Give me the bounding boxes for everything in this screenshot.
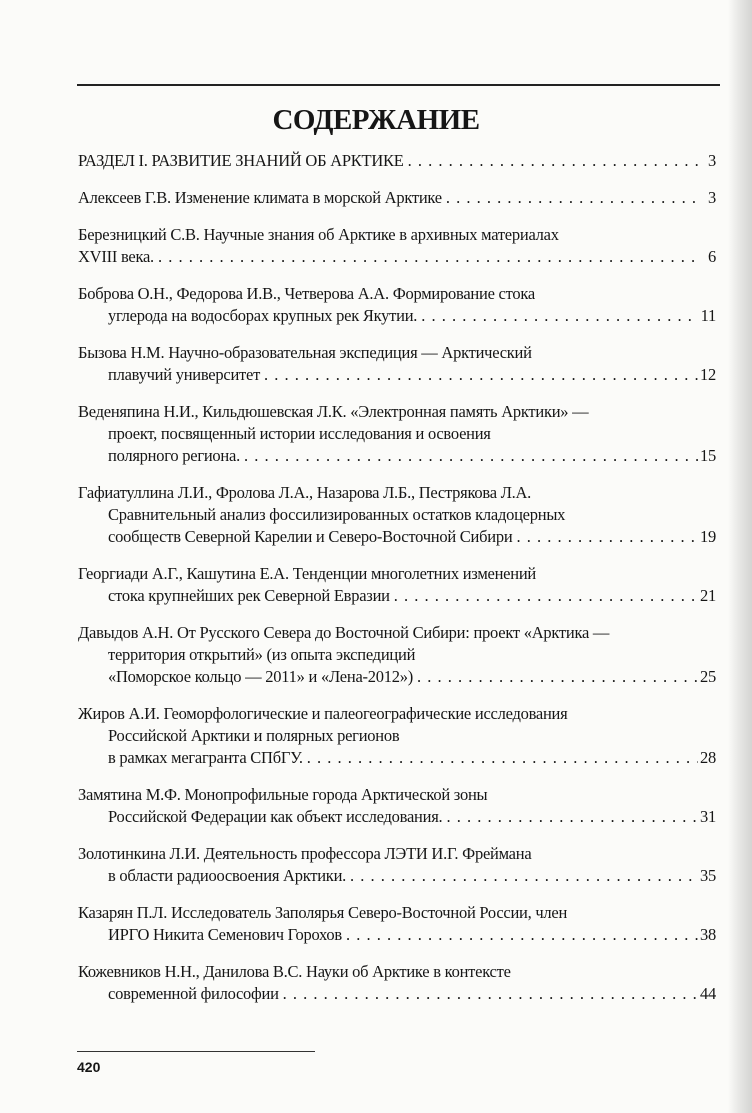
toc-entry <box>78 187 716 209</box>
toc-entry <box>78 342 716 386</box>
dot-leader <box>417 305 698 327</box>
toc-entry-text: стока крупнейших рек Северной Евразии <box>108 586 390 605</box>
toc-line <box>78 961 716 983</box>
toc-line <box>78 806 716 828</box>
toc-line <box>78 747 716 769</box>
toc-entry-text: Давыдов А.Н. От Русского Севера до Восточной Сибири: проект «Арктика — <box>78 623 610 642</box>
dot-leader <box>512 526 698 548</box>
toc-line <box>78 843 716 865</box>
toc-entry-text: Замятина М.Ф. Монопрофильные города Арктической зоны <box>78 785 488 804</box>
toc-page-number: 12 <box>700 365 716 384</box>
toc-entry-text: Российской Арктики и полярных регионов <box>108 726 400 745</box>
toc-page-number: 44 <box>700 984 716 1003</box>
toc-page-number: 25 <box>700 667 716 686</box>
dot-leader <box>442 187 698 209</box>
toc-entry <box>78 784 716 828</box>
toc-line <box>78 644 716 666</box>
toc-line <box>78 622 716 644</box>
toc-entry <box>78 843 716 887</box>
toc-entry <box>78 283 716 327</box>
toc-entry-text: в рамках мегагранта СПбГУ. <box>108 748 303 767</box>
toc-entry-text: Березницкий С.В. Научные знания об Арктике в архивных материалах <box>78 225 559 244</box>
toc-line <box>78 283 716 305</box>
page-number: 420 <box>77 1059 101 1075</box>
toc-page-number: 38 <box>700 925 716 944</box>
toc-line <box>78 364 716 386</box>
dot-leader <box>154 246 698 268</box>
toc-entry <box>78 961 716 1005</box>
toc-line <box>78 504 716 526</box>
toc-line <box>78 784 716 806</box>
dot-leader <box>390 585 698 607</box>
toc-line <box>78 725 716 747</box>
header-rule <box>77 84 720 86</box>
toc-entry-text: полярного региона. <box>108 446 240 465</box>
toc-line <box>78 983 716 1005</box>
toc-line <box>78 585 716 607</box>
toc-entry-text: «Поморское кольцо — 2011» и «Лена-2012») <box>108 667 414 686</box>
toc-page-number: 6 <box>708 247 716 266</box>
toc-line <box>78 703 716 725</box>
footer-rule <box>77 1051 315 1052</box>
toc-page-number: 19 <box>700 527 716 546</box>
toc-line <box>78 865 716 887</box>
toc-line <box>78 187 716 209</box>
toc-entry-text: XVIII века. <box>78 247 154 266</box>
toc-entry-text: Золотинкина Л.И. Деятельность профессора ЛЭТИ И.Г. Фреймана <box>78 844 532 863</box>
dot-leader <box>404 150 698 172</box>
toc-entry <box>78 902 716 946</box>
toc-line <box>78 246 716 268</box>
toc-entry-text: Георгиади А.Г., Кашутина Е.А. Тенденции многолетних изменений <box>78 564 536 583</box>
dot-leader <box>279 983 698 1005</box>
toc-line <box>78 902 716 924</box>
toc-entry-text: Казарян П.Л. Исследователь Заполярья Северо-Восточной России, член <box>78 903 568 922</box>
toc-line <box>78 150 716 172</box>
dot-leader <box>303 747 698 769</box>
toc-entry-text: проект, посвященный истории исследования и освоения <box>108 424 491 443</box>
dot-leader <box>342 924 698 946</box>
toc-line <box>78 482 716 504</box>
toc-page-number: 28 <box>700 748 716 767</box>
toc-page-number: 21 <box>700 586 716 605</box>
toc-entry-text: Алексеев Г.В. Изменение климата в морской Арктике <box>78 188 442 207</box>
toc-entry-text: Жиров А.И. Геоморфологические и палеогеографические исследования <box>78 704 568 723</box>
toc-entry-text: Российской Федерации как объект исследования. <box>108 807 443 826</box>
toc-entry-text: сообществ Северной Карелии и Северо-Восточной Сибири <box>108 527 513 546</box>
toc-entry-text: Боброва О.Н., Федорова И.В., Четверова А.А. Формирование стока <box>78 284 535 303</box>
toc-line <box>78 445 716 467</box>
toc-entry-text: Сравнительный анализ фоссилизированных остатков кладоцерных <box>108 505 566 524</box>
toc-entry-text: Бызова Н.М. Научно-образовательная экспедиция — Арктический <box>78 343 532 362</box>
toc-entry <box>78 482 716 548</box>
table-of-contents <box>78 150 716 1020</box>
dot-leader <box>346 865 698 887</box>
toc-entry-text: Веденяпина Н.И., Кильдюшевская Л.К. «Электронная память Арктики» — <box>78 402 589 421</box>
toc-line <box>78 423 716 445</box>
toc-entry <box>78 703 716 769</box>
toc-entry <box>78 622 716 688</box>
toc-line <box>78 342 716 364</box>
toc-page-number: 3 <box>708 151 716 170</box>
toc-line <box>78 224 716 246</box>
toc-page-number: 15 <box>700 446 716 465</box>
toc-entry-text: РАЗДЕЛ I. РАЗВИТИЕ ЗНАНИЙ ОБ АРКТИКЕ <box>78 151 404 170</box>
toc-entry-text: современной философии <box>108 984 279 1003</box>
toc-entry-text: углерода на водосборах крупных рек Якутии. <box>108 306 418 325</box>
toc-entry-text: плавучий университет <box>108 365 261 384</box>
toc-line <box>78 924 716 946</box>
toc-line <box>78 526 716 548</box>
page-title: СОДЕРЖАНИЕ <box>272 104 480 136</box>
toc-entry <box>78 401 716 467</box>
toc-section-heading <box>78 150 716 172</box>
toc-entry <box>78 563 716 607</box>
toc-line <box>78 401 716 423</box>
toc-page-number: 3 <box>708 188 716 207</box>
toc-entry-text: в области радиоосвоения Арктики. <box>108 866 347 885</box>
toc-entry-text: ИРГО Никита Семенович Горохов <box>108 925 342 944</box>
toc-line <box>78 305 716 327</box>
toc-entry <box>78 224 716 268</box>
toc-line <box>78 666 716 688</box>
toc-entry-text: Кожевников Н.Н., Данилова В.С. Науки об Арктике в контексте <box>78 962 511 981</box>
dot-leader <box>240 445 698 467</box>
dot-leader <box>442 806 698 828</box>
toc-page-number: 11 <box>700 306 716 325</box>
toc-page-number: 31 <box>700 807 716 826</box>
toc-line <box>78 563 716 585</box>
toc-page-number: 35 <box>700 866 716 885</box>
dot-leader <box>413 666 698 688</box>
toc-entry-text: территория открытий» (из опыта экспедиций <box>108 645 416 664</box>
toc-entry-text: Гафиатуллина Л.И., Фролова Л.А., Назарова Л.Б., Пестрякова Л.А. <box>78 483 532 502</box>
dot-leader <box>260 364 698 386</box>
